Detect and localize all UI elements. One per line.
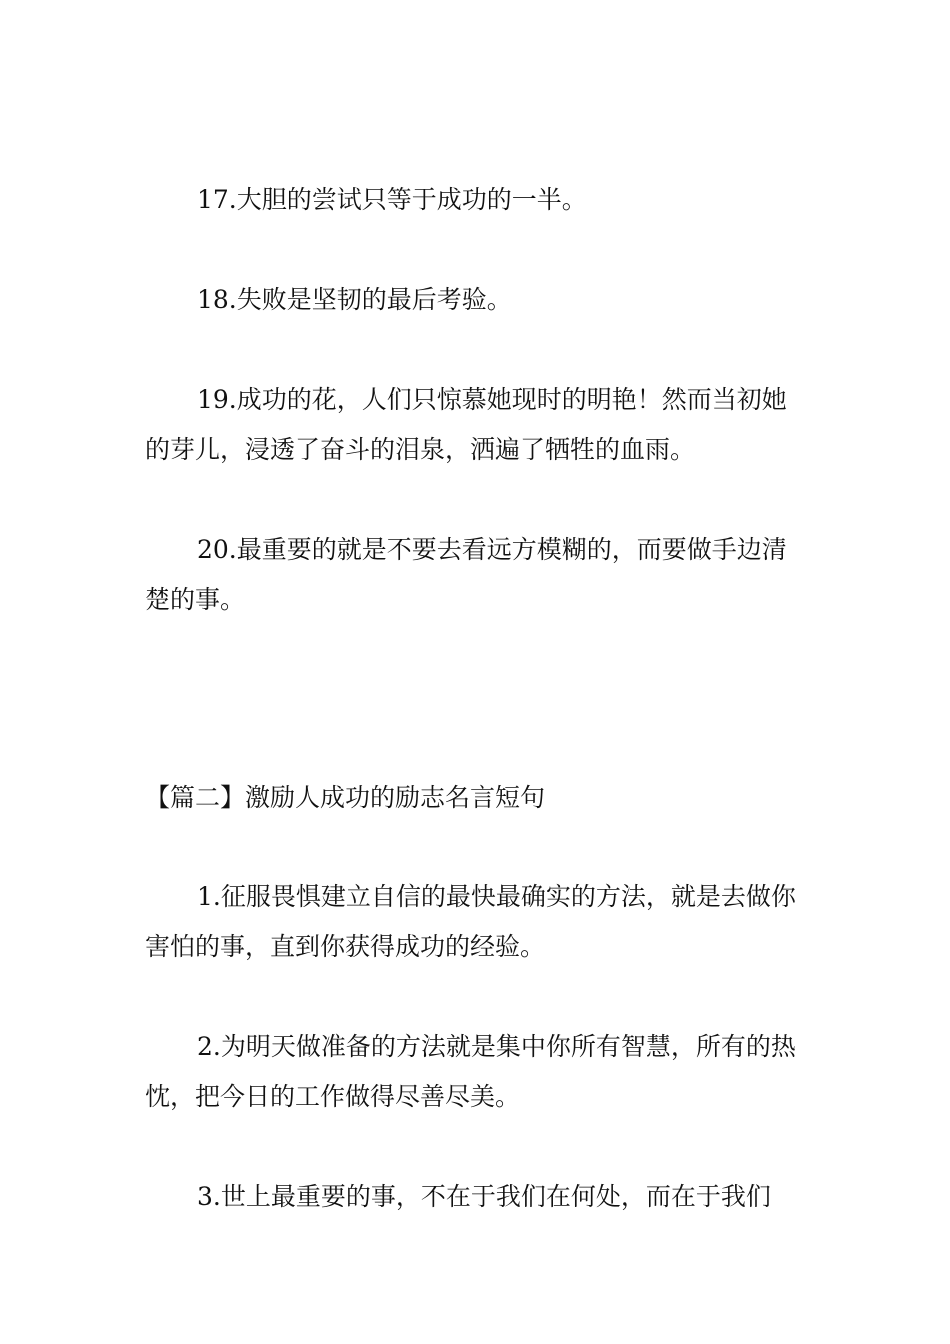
section-heading: 【篇二】激励人成功的励志名言短句 bbox=[145, 783, 546, 812]
quote-19: 19.成功的花，人们只惊慕她现时的明艳！然而当初她的芽儿，浸透了奋斗的泪泉，洒遍了牺牲的血雨。 bbox=[145, 385, 787, 464]
quote-2: 2.为明天做准备的方法就是集中你所有智慧，所有的热忱，把今日的工作做得尽善尽美。 bbox=[145, 1032, 796, 1111]
quote-20: 20.最重要的就是不要去看远方模糊的，而要做手边清楚的事。 bbox=[145, 535, 787, 614]
quote-1: 1.征服畏惧建立自信的最快最确实的方法，就是去做你害怕的事，直到你获得成功的经验。 bbox=[145, 882, 796, 961]
quote-18: 18.失败是坚韧的最后考验。 bbox=[197, 285, 512, 314]
quote-3: 3.世上最重要的事，不在于我们在何处，而在于我们 bbox=[197, 1182, 771, 1211]
quote-17: 17.大胆的尝试只等于成功的一半。 bbox=[197, 185, 587, 214]
